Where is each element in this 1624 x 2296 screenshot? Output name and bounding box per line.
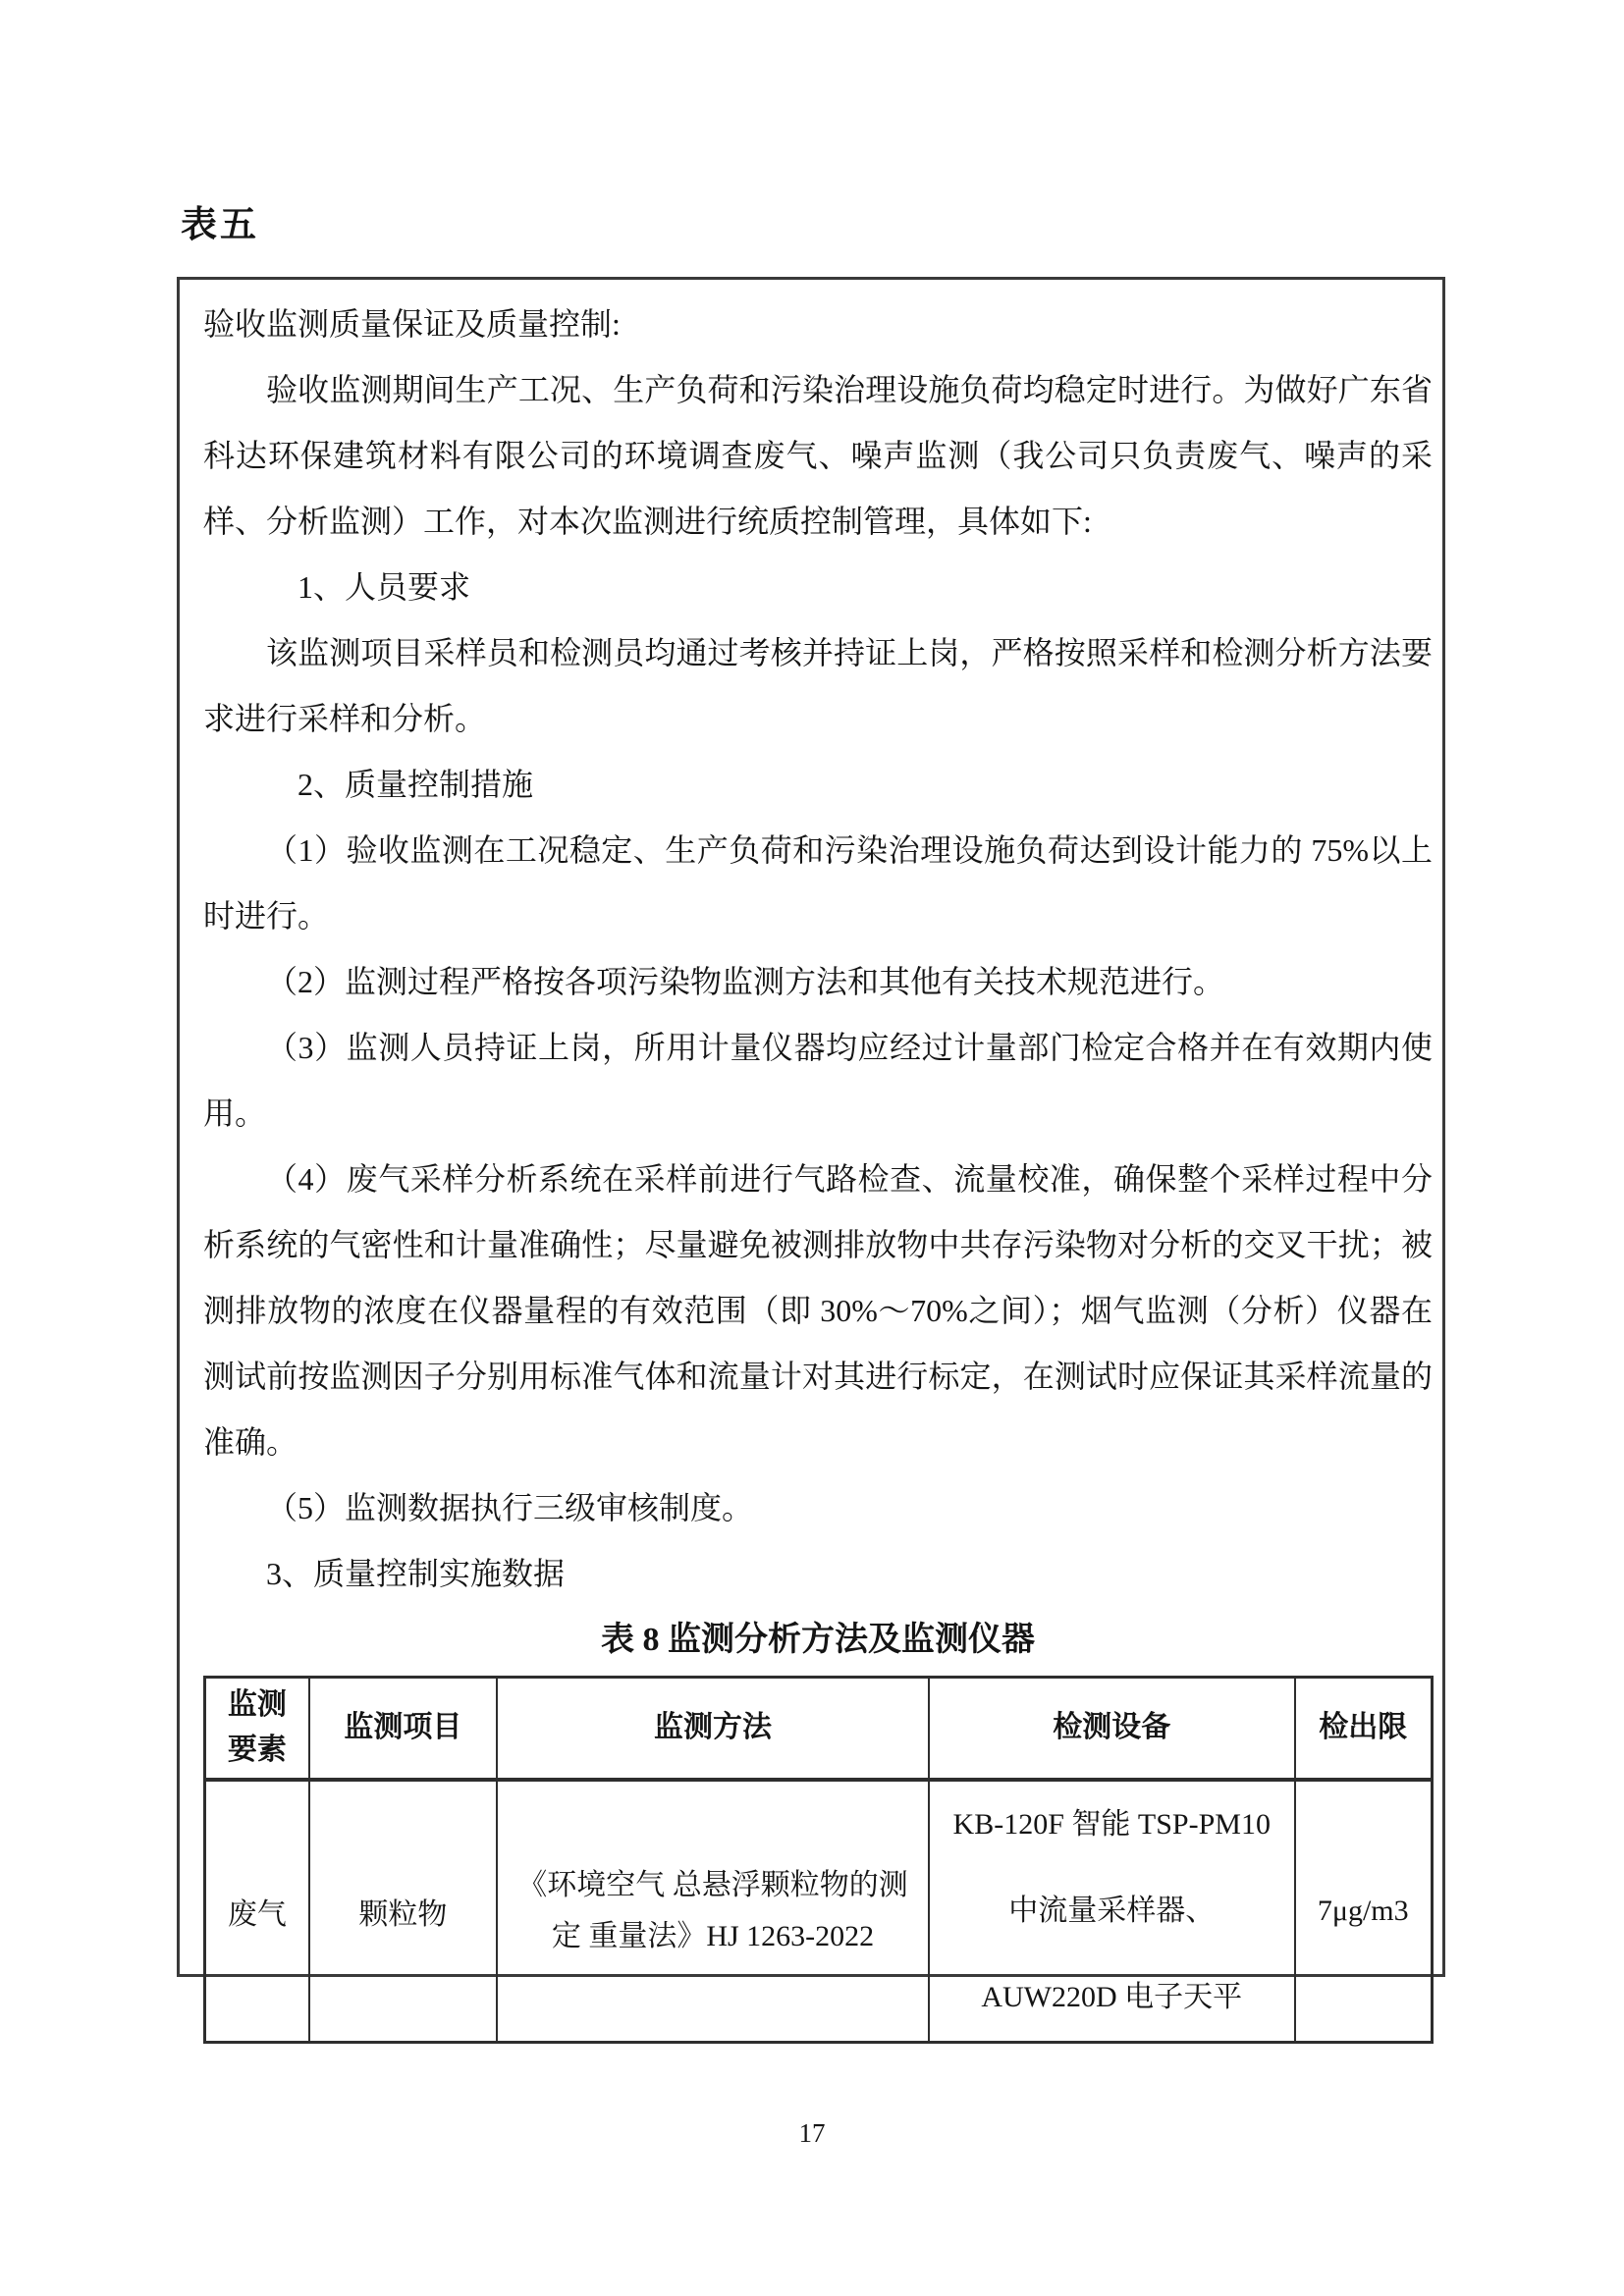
section-heading-2: 2、质量控制措施 xyxy=(298,767,534,802)
cell-detect-device xyxy=(929,1780,1295,2043)
paragraph: （4）废气采样分析系统在采样前进行气路检查、流量校准，确保整个采样过程中分析系统的气密性和计量准确性；尽量避免被测排放物中共存污染物对分析的交叉干扰；被测排放物的浓度在仪器量程的有效范围（即 30%～70%之间）；烟气监测（分析）仪器在测试前按监测因子分别用标准气体和流量计对其进行标定，在测试时应保证其采样流量的准确。 xyxy=(203,1161,1433,1460)
section-heading-1: 1、人员要求 xyxy=(298,569,471,605)
header-detect-device: 检测设备 xyxy=(929,1678,1295,1780)
monitoring-methods-table xyxy=(203,1676,1434,2044)
cell-monitor-item: 颗粒物 xyxy=(309,1780,497,2043)
paragraph: （2）监测过程严格按各项污染物监测方法和其他有关技术规范进行。 xyxy=(266,964,1225,999)
table-header-row xyxy=(205,1678,1433,1780)
paragraph: （1）验收监测在工况稳定、生产负荷和污染治理设施负荷达到设计能力的 75%以上时进行。 xyxy=(203,832,1433,934)
header-monitor-method: 监测方法 xyxy=(497,1678,929,1780)
device-line: KB-120F 智能 TSP-PM10 xyxy=(952,1807,1271,1841)
cell-monitor-element: 废气 xyxy=(205,1780,309,2043)
header-monitor-element: 监测要素 xyxy=(205,1678,309,1780)
cell-detection-limit: 7μg/m3 xyxy=(1295,1780,1433,2043)
paragraph: （5）监测数据执行三级审核制度。 xyxy=(266,1490,754,1525)
page-heading: 表五 xyxy=(181,205,259,245)
paragraph: 验收监测期间生产工况、生产负荷和污染治理设施负荷均稳定时进行。为做好广东省科达环保建筑材料有限公司的环境调查废气、噪声监测（我公司只负责废气、噪声的采样、分析监测）工作，对本次监测进行统质控制管理，具体如下: xyxy=(203,372,1433,539)
paragraph: （3）监测人员持证上岗，所用计量仪器均应经过计量部门检定合格并在有效期内使用。 xyxy=(203,1030,1433,1131)
table-row xyxy=(205,1780,1433,2043)
cell-monitor-method: 《环境空气 总悬浮颗粒物的测定 重量法》HJ 1263-2022 xyxy=(497,1780,929,2043)
device-line: 中流量采样器、 xyxy=(1008,1894,1216,1927)
content-box xyxy=(177,277,1445,2013)
header-monitor-item: 监测项目 xyxy=(309,1678,497,1780)
table-caption: 表 8 监测分析方法及监测仪器 xyxy=(601,1622,1035,1658)
header-detection-limit: 检出限 xyxy=(1295,1678,1433,1780)
device-line: AUW220D 电子天平 xyxy=(981,1980,1243,2013)
box-title: 验收监测质量保证及质量控制: xyxy=(203,306,621,342)
page-number: 17 xyxy=(798,2118,826,2148)
section-heading-3: 3、质量控制实施数据 xyxy=(266,1556,566,1591)
paragraph: 该监测项目采样员和检测员均通过考核并持证上岗，严格按照采样和检测分析方法要求进行采样和分析。 xyxy=(203,635,1433,736)
